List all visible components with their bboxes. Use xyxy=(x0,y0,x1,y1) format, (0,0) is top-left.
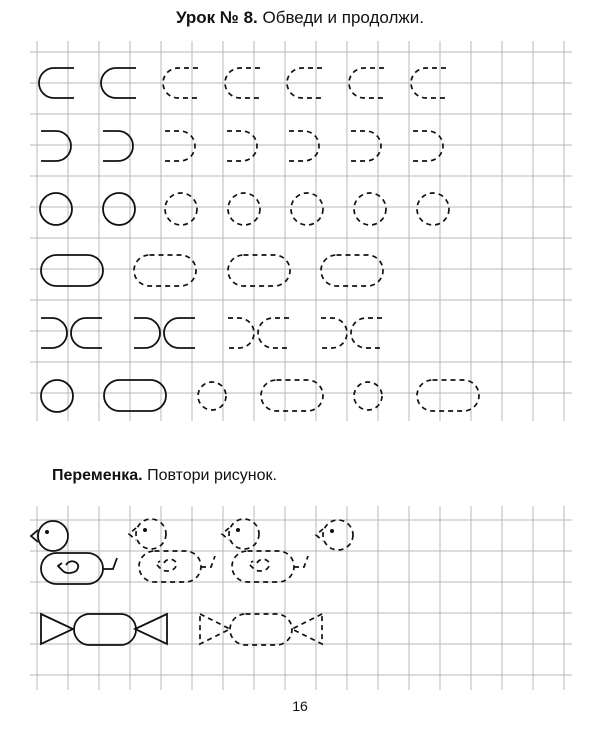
duck-body xyxy=(41,553,103,584)
candy-right-wrap xyxy=(135,614,167,644)
page-number: 16 xyxy=(292,698,308,714)
lesson-instruction: Обведи и продолжи. xyxy=(262,8,424,27)
row-5-facing-arcs xyxy=(41,318,382,348)
duck-head xyxy=(38,521,68,551)
lower-grid xyxy=(30,506,572,690)
row-2-right-arcs xyxy=(41,131,443,161)
lesson-label: Урок № 8. xyxy=(175,8,258,27)
break-label: Переменка. xyxy=(52,467,143,484)
candy-body xyxy=(74,614,136,645)
duck-eye xyxy=(45,530,49,534)
candy-drawing xyxy=(41,614,167,645)
row-6-mixed-shapes xyxy=(41,380,479,412)
break-instruction: Повтори рисунок. xyxy=(147,467,277,484)
duck-drawing xyxy=(31,521,117,584)
row-4-rounded-rects xyxy=(41,255,383,286)
candy-copy xyxy=(200,614,322,645)
row-3-circles xyxy=(40,193,449,225)
duck-tail xyxy=(103,558,117,569)
